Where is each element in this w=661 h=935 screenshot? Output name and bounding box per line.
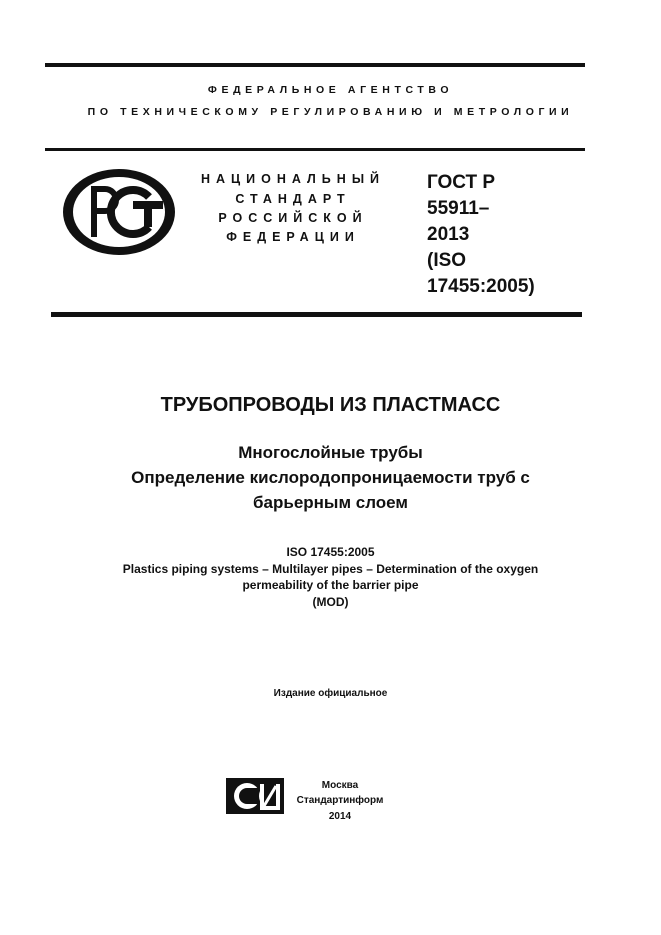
national-standard-line-3: РОССИЙСКОЙ xyxy=(218,211,368,225)
national-standard-line-4: ФЕДЕРАЦИИ xyxy=(226,230,360,244)
gost-line-4: (ISO xyxy=(427,250,467,271)
gost-line-5: 17455:2005) xyxy=(427,276,535,297)
standartinform-logo-icon xyxy=(226,778,284,814)
publisher-city: Москва xyxy=(321,780,359,791)
gost-designation xyxy=(427,170,535,300)
main-title: ТРУБОПРОВОДЫ ИЗ ПЛАСТМАСС xyxy=(160,394,501,416)
publisher-year: 2014 xyxy=(328,811,352,822)
iso-mod: (MOD) xyxy=(312,595,349,609)
gost-line-3: 2013 xyxy=(427,224,470,245)
publisher-name: Стандартинформ xyxy=(296,795,384,806)
gost-line-2: 55911– xyxy=(427,198,490,219)
agency-line-1: ФЕДЕРАЛЬНОЕ АГЕНТСТВО xyxy=(207,84,454,96)
gost-line-1: ГОСТ Р xyxy=(427,172,496,193)
iso-title-line-1: Plastics piping systems – Multilayer pipes – Determination of the oxygen xyxy=(122,562,539,576)
subtitle-line-1: Многослойные трубы xyxy=(238,443,423,462)
edition-label: Издание официальное xyxy=(273,688,388,699)
iso-code: ISO 17455:2005 xyxy=(286,545,375,559)
national-standard-line-1: НАЦИОНАЛЬНЫЙ xyxy=(200,172,386,186)
top-rule xyxy=(45,63,585,67)
subtitle-line-3: барьерным слоем xyxy=(253,493,408,512)
subtitle-line-2: Определение кислородопроницаемости труб с xyxy=(131,468,530,487)
rst-certification-mark-icon xyxy=(61,167,177,257)
agency-line-2: ПО ТЕХНИЧЕСКОМУ РЕГУЛИРОВАНИЮ И МЕТРОЛОГИИ xyxy=(87,106,574,118)
standard-rule xyxy=(51,312,582,317)
header-rule xyxy=(45,148,585,151)
iso-title-line-2: permeability of the barrier pipe xyxy=(242,578,419,592)
national-standard-line-2: СТАНДАРТ xyxy=(235,192,351,206)
